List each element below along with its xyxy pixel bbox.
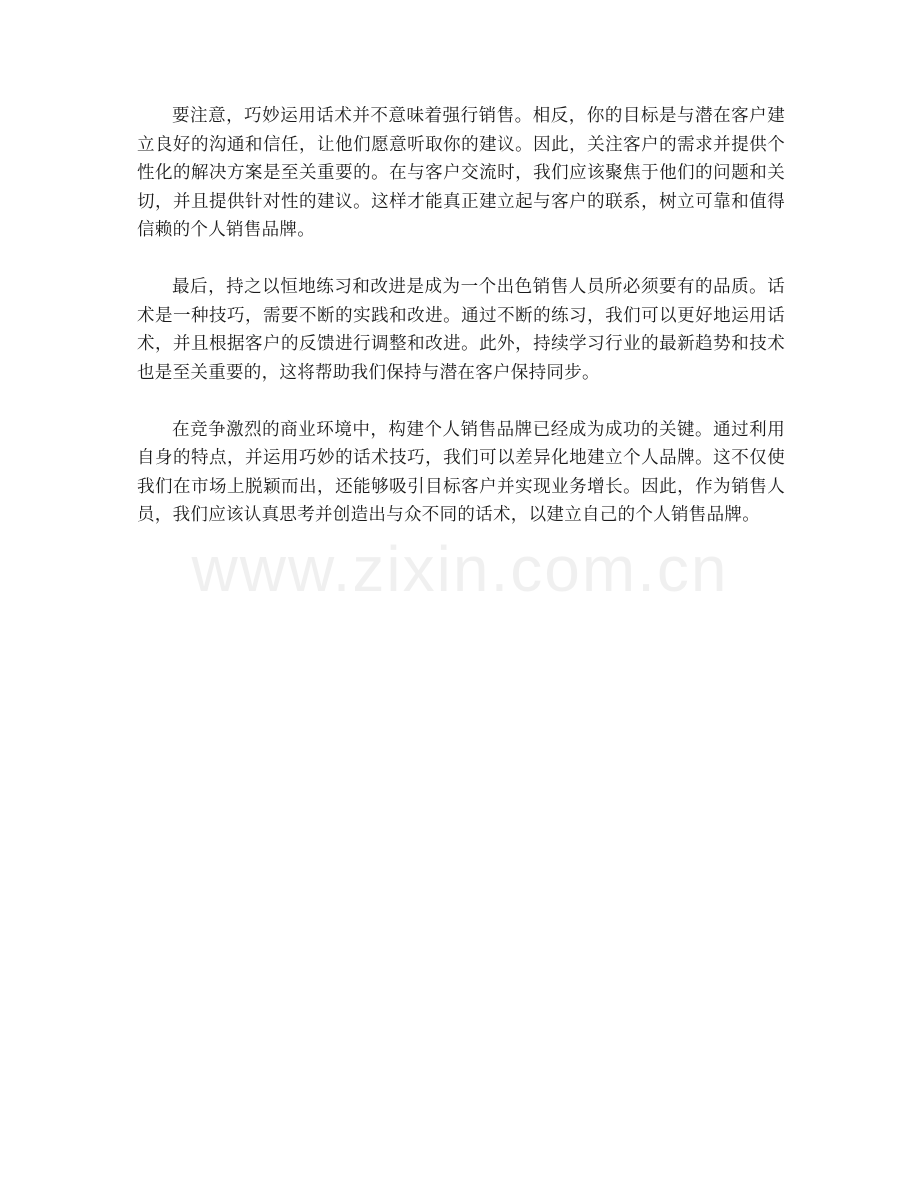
paragraph-2: 最后，持之以恒地练习和改进是成为一个出色销售人员所必须要有的品质。话术是一种技巧，需要不断的实践和改进。通过不断的练习，我们可以更好地运用话术，并且根据客户的反馈进行调整和改进。此外，持续学习行业的最新趋势和技术也是至关重要的，这将帮助我们保持与潜在客户保持同步。 <box>137 277 785 383</box>
document-body <box>137 102 785 558</box>
paragraph-1: 要注意，巧妙运用话术并不意味着强行销售。相反，你的目标是与潜在客户建立良好的沟通和信任，让他们愿意听取你的建议。因此，关注客户的需求并提供个性化的解决方案是至关重要的。在与客户交流时，我们应该聚焦于他们的问题和关切，并且提供针对性的建议。这样才能真正建立起与客户的联系，树立可靠和值得信赖的个人销售品牌。 <box>137 106 785 240</box>
watermark: www.zixin.com.cn <box>191 533 729 605</box>
paragraph-3: 在竞争激烈的商业环境中，构建个人销售品牌已经成为成功的关键。通过利用自身的特点，并运用巧妙的话术技巧，我们可以差异化地建立个人品牌。这不仅使我们在市场上脱颖而出，还能够吸引目标客户并实现业务增长。因此，作为销售人员，我们应该认真思考并创造出与众不同的话术，以建立自己的个人销售品牌。 <box>137 419 785 525</box>
